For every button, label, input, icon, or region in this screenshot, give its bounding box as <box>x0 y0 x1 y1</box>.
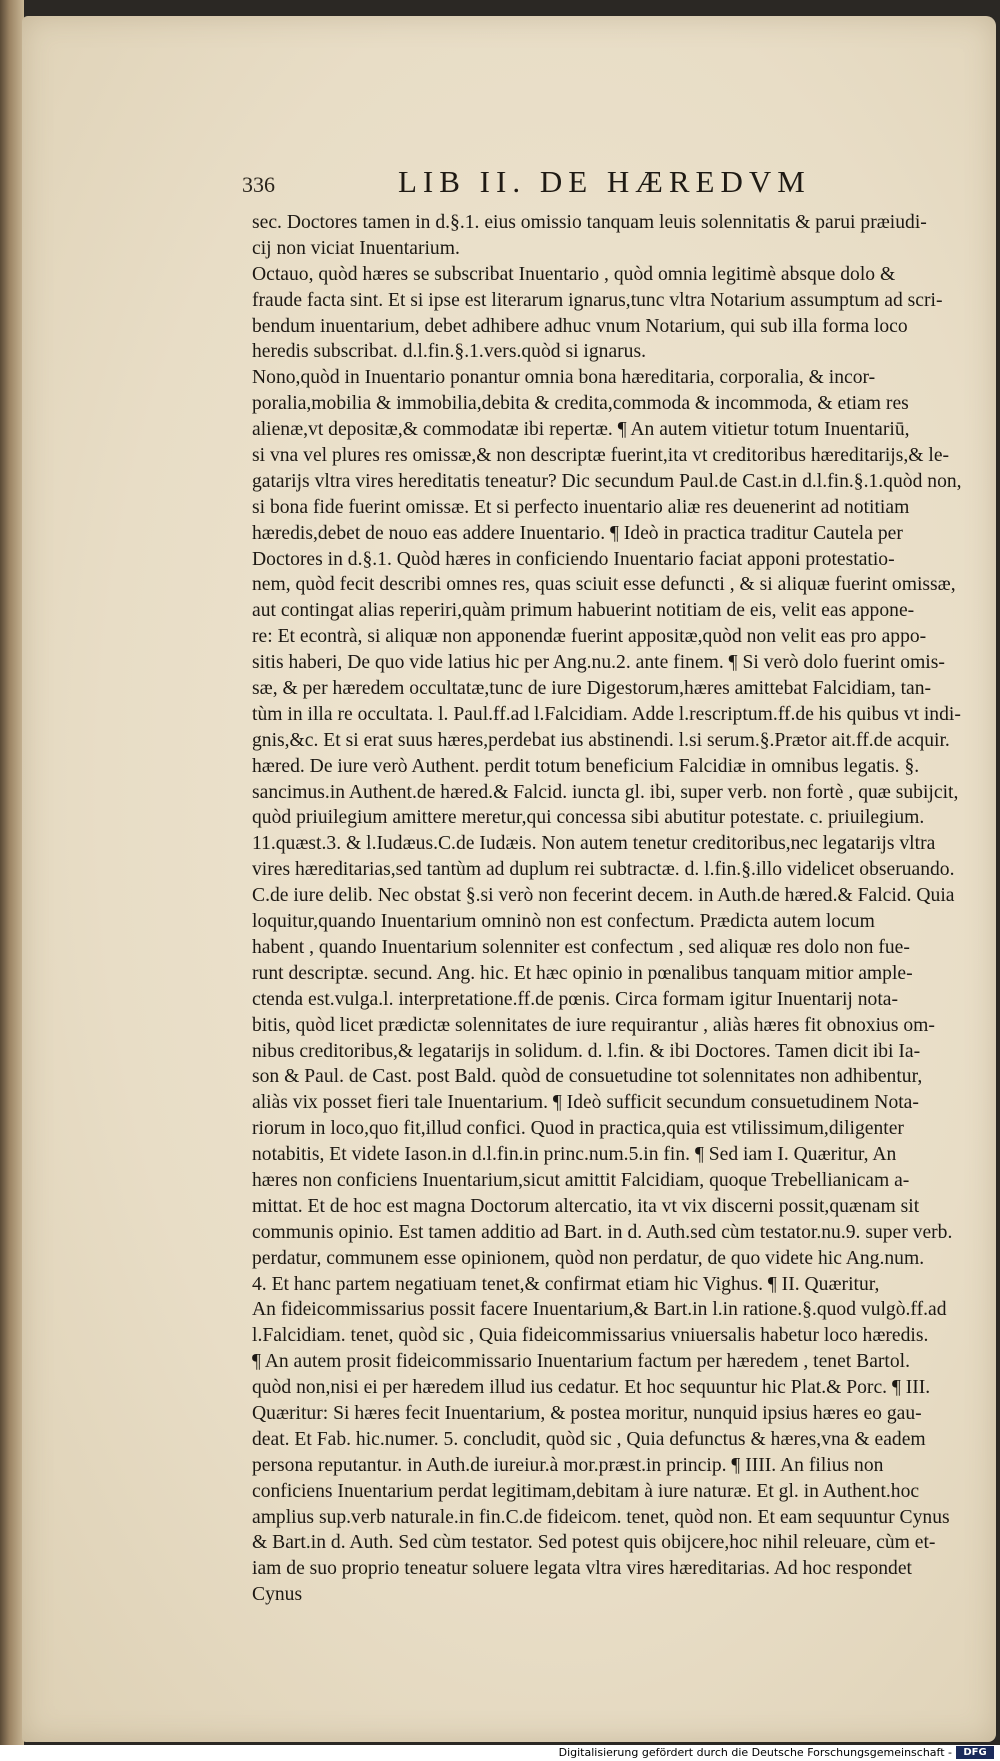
text-line: runt descriptæ. secund. Ang. hic. Et hæc opinio in pœnalibus tanquam mitior ample- <box>252 962 913 984</box>
text-line: cij non viciat Inuentarium. <box>252 237 460 259</box>
text-line: sitis haberi, De quo vide latius hic per Ang.nu.2. ante finem. ¶ Si verò dolo fuerint omis- <box>252 652 945 674</box>
text-line: alienæ,vt depositæ,& commodatæ ibi repertæ. ¶ An autem vitietur totum Inuentariū, <box>252 419 910 441</box>
funding-credit: Digitalisierung gefördert durch die Deutsche Forschungsgemeinschaft - <box>558 1746 952 1759</box>
text-line: 11.quæst.3. & l.Iudæus.C.de Iudæis. Non autem tenetur creditoribus,nec legatarijs vltra <box>252 833 936 855</box>
text-line: quòd non,nisi ei per hæredem illud ius cedatur. Et hoc sequuntur hic Plat.& Porc. ¶ III. <box>252 1377 931 1399</box>
text-line: Cynus <box>252 1584 303 1606</box>
book-binding-edge <box>0 0 24 1745</box>
text-line: l.Falcidiam. tenet, quòd sic , Quia fideicommissarius vniuersalis habetur loco hæredis. <box>252 1325 929 1347</box>
text-line: poralia,mobilia & immobilia,debita & credita,commoda & incommoda, & etiam res <box>252 393 909 415</box>
text-line: iam de suo proprio teneatur soluere legata vltra vires hæreditarias. Ad hoc respondet <box>252 1558 912 1580</box>
text-line: bitis, quòd licet prædictæ solennitates de iure requirantur , aliàs hæres fit obnoxius om- <box>252 1014 935 1036</box>
text-line: si bona fide fuerint omissæ. Et si perfecto inuentario aliæ res deuenerint ad notitiam <box>252 496 910 518</box>
text-line: vires hæreditarias,sed tantùm ad duplum rei subtractæ. d. l.fin.§.illo videlicet obseruando. <box>252 859 955 881</box>
text-line: fraude facta sint. Et si ipse est literarum ignarus,tunc vltra Notarium assumptum ad scri- <box>252 289 943 311</box>
text-line: hæredis,debet de nouo eas addere Inuentario. ¶ Ideò in practica traditur Cautela per <box>252 522 903 544</box>
text-line: amplius sup.verb naturale.in fin.C.de fideicom. tenet, quòd non. Et eam sequuntur Cynus <box>252 1506 950 1528</box>
text-line: Quæritur: Si hæres fecit Inuentarium, & postea moritur, nunquid ipsius hæres eo gau- <box>252 1402 922 1424</box>
text-line: nem, quòd fecit describi omnes res, quas sciuit esse defuncti , & si aliquæ fuerint omissæ, <box>252 574 956 596</box>
text-line: hæred. De iure verò Authent. perdit totum beneficium Falcidiæ in omnibus legatis. §. <box>252 755 920 777</box>
text-line: aliàs vix posset fieri tale Inuentarium. ¶ Ideò sufficit secundum consuetudinem Nota- <box>252 1092 919 1114</box>
text-line: tùm in illa re occultata. l. Paul.ff.ad l.Falcidiam. Adde l.rescriptum.ff.de his quibus vt indi- <box>252 703 961 725</box>
text-line: Nono,quòd in Inuentario ponantur omnia bona hæreditaria, corporalia, & incor- <box>252 367 876 389</box>
text-line: persona reputantur. in Auth.de iureiur.à mor.præst.in princip. ¶ IIII. An filius non <box>252 1454 884 1476</box>
text-line: loquitur,quando Inuentarium omninò non est confectum. Prædicta autem locum <box>252 911 875 933</box>
text-line: gatarijs vltra vires hereditatis teneatur? Dic secundum Paul.de Cast.in d.l.fin.§.1.quòd non, <box>252 470 962 492</box>
text-line: nibus creditoribus,& legatarijs in solidum. d. l.fin. & ibi Doctores. Tamen dicit ibi Ia- <box>252 1040 921 1062</box>
text-line: conficiens Inuentarium perdat legitimam,debitam à iure naturæ. Et gl. in Authent.hoc <box>252 1480 920 1502</box>
text-line: 4. Et hanc partem negatiuam tenet,& confirmat etiam hic Vighus. ¶ II. Quæritur, <box>252 1273 880 1295</box>
text-line: C.de iure delib. Nec obstat §.si verò non fecerint decem. in Auth.de hæred.& Falcid. Quia <box>252 885 955 907</box>
text-line: Octauo, quòd hæres se subscribat Inuentario , quòd omnia legitimè absque dolo & <box>252 263 896 285</box>
dfg-logo: DFG <box>956 1746 994 1759</box>
text-line: habent , quando Inuentarium solenniter est confectum , sed aliquæ res dolo non fue- <box>252 936 910 958</box>
text-line: & Bart.in d. Auth. Sed cùm testator. Sed potest quis obijcere,hoc nihil releuare, cùm et- <box>252 1532 936 1554</box>
text-line: son & Paul. de Cast. post Bald. quòd de consuetudine tot solennitates non adhibentur, <box>252 1066 923 1088</box>
text-line: quòd priuilegium amittere meretur,qui concessa sibi abutitur potestate. c. priuilegium. <box>252 807 925 829</box>
text-line: aut contingat alias reperiri,quàm primum habuerint notitiam de eis, velit eas appone- <box>252 600 915 622</box>
text-line: hæres non conficiens Inuentarium,sicut amittit Falcidiam, quoque Trebellianicam a- <box>252 1169 910 1191</box>
body-text <box>252 210 972 1608</box>
running-head: LIB II. DE HÆREDVM <box>398 164 811 199</box>
text-line: gnis,&c. Et si erat suus hæres,perdebat ius abstinendi. l.si serum.§.Prætor ait.ff.de acquir. <box>252 729 950 751</box>
page-number: 336 <box>242 172 275 197</box>
digitization-footer <box>0 1745 1000 1761</box>
text-line: An fideicommissarius possit facere Inuentarium,& Bart.in l.in ratione.§.quod vulgò.ff.ad <box>252 1299 947 1321</box>
text-line: re: Et econtrà, si aliquæ non apponendæ fuerint appositæ,quòd non velit eas pro appo- <box>252 626 927 648</box>
text-line: sæ, & per hæredem occultatæ,tunc de iure Digestorum,hæres amittebat Falcidiam, tan- <box>252 678 932 700</box>
text-line: communis opinio. Est tamen additio ad Bart. in d. Auth.sed cùm testator.nu.9. super verb. <box>252 1221 953 1243</box>
text-line: si vna vel plures res omissæ,& non descriptæ fuerint,ita vt creditoribus hæreditarijs,& le- <box>252 445 950 467</box>
text-line: Doctores in d.§.1. Quòd hæres in conficiendo Inuentario faciat apponi protestatio- <box>252 548 895 570</box>
text-line: perdatur, communem esse opinionem, quòd non perdatur, de quo videte hic Ang.num. <box>252 1247 925 1269</box>
text-line: sec. Doctores tamen in d.§.1. eius omissio tanquam leuis solennitatis & parui præiudi- <box>252 212 927 233</box>
text-line: notabitis, Et videte Iason.in d.l.fin.in princ.num.5.in fin. ¶ Sed iam I. Quæritur, An <box>252 1144 897 1166</box>
text-line: riorum in loco,quo fit,illud confici. Quod in practica,quia est vtilissimum,diligenter <box>252 1118 904 1140</box>
text-line: heredis subscribat. d.l.fin.§.1.vers.quòd si ignarus. <box>252 341 646 363</box>
text-line: ¶ An autem prosit fideicommissario Inuentarium factum per hæredem , tenet Bartol. <box>252 1351 911 1373</box>
text-line: mittat. Et de hoc est magna Doctorum altercatio, ita vt vix discerni possit,quænam sit <box>252 1195 920 1217</box>
text-line: bendum inuentarium, debet adhibere adhuc vnum Notarium, qui sub illa forma loco <box>252 315 908 337</box>
text-line: ctenda est.vulga.l. interpretatione.ff.de pœnis. Circa formam igitur Inuentarij nota- <box>252 988 899 1010</box>
text-line: sancimus.in Authent.de hæred.& Falcid. iuncta gl. ibi, super verb. non fortè , quæ subijcit, <box>252 781 959 803</box>
page-header <box>220 158 920 204</box>
text-line: deat. Et Fab. hic.numer. 5. concludit, quòd sic , Quia defunctus & hæres,vna & eadem <box>252 1428 926 1450</box>
